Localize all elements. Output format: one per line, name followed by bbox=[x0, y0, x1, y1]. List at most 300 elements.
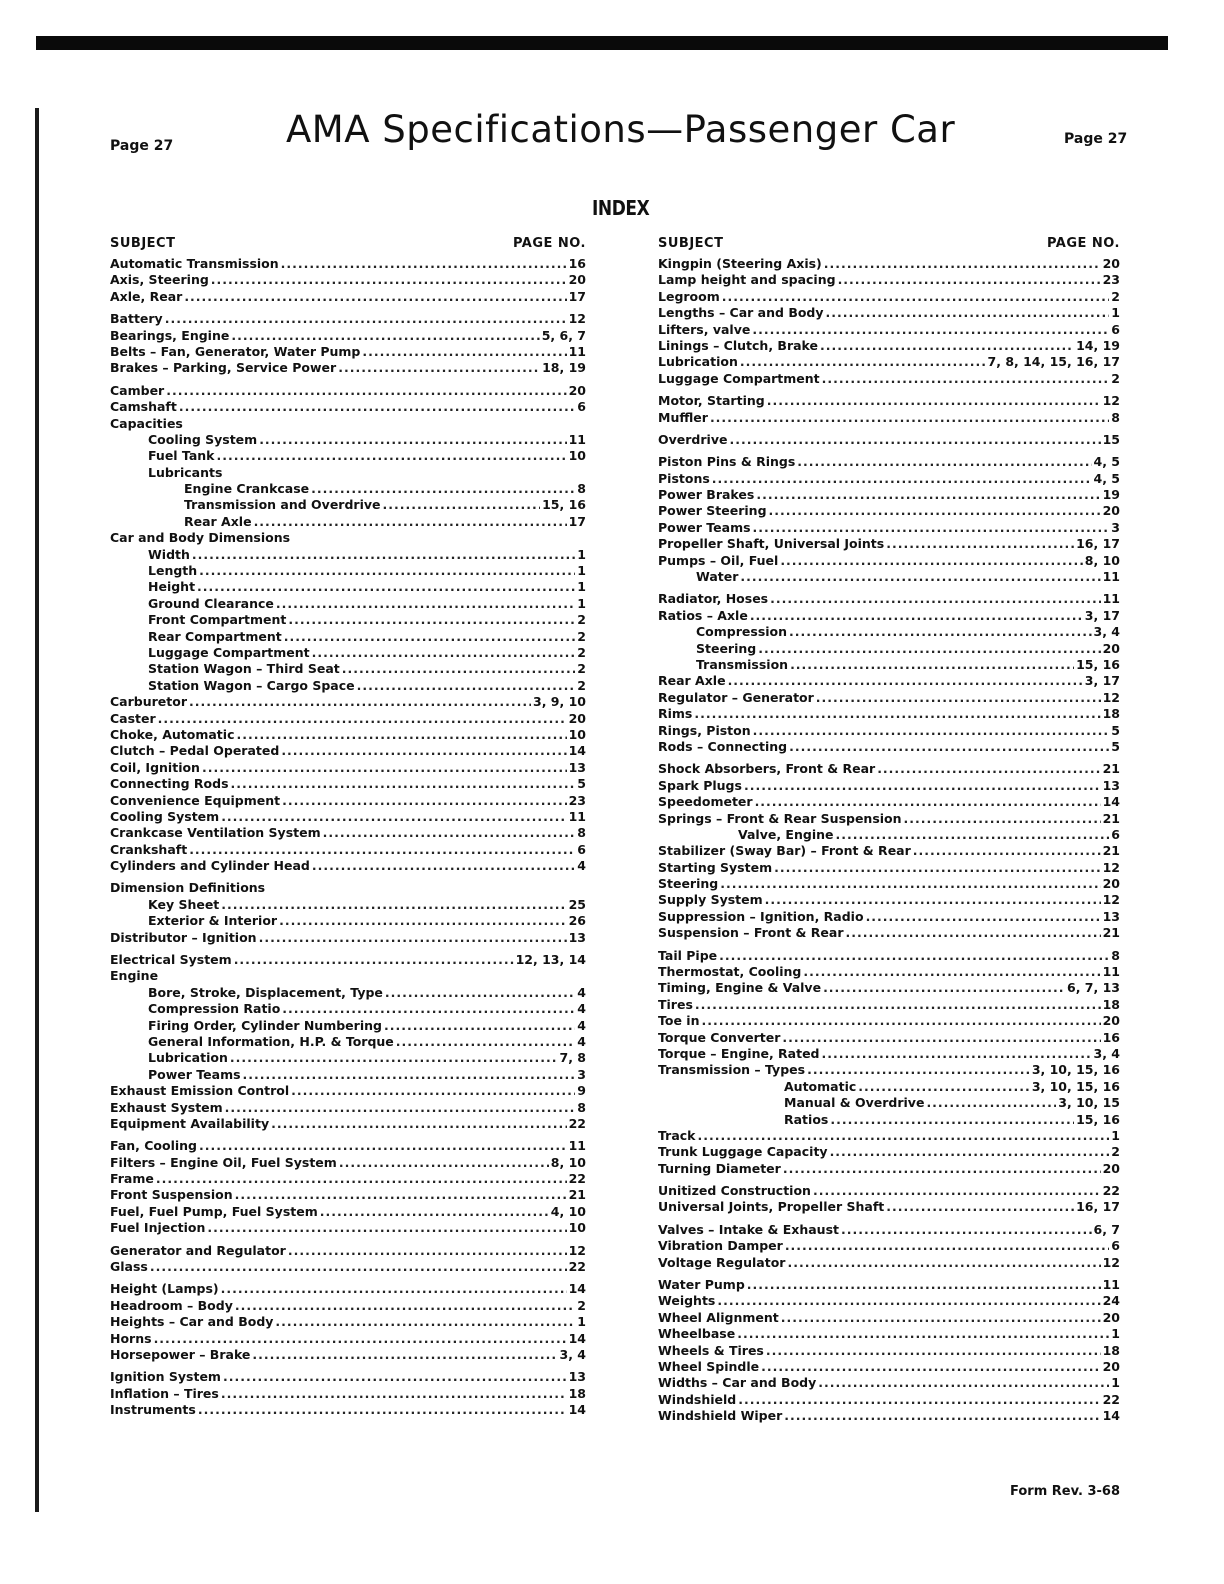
dot-leader bbox=[385, 985, 575, 1001]
index-entry-page: 14 bbox=[1102, 1408, 1120, 1424]
index-entry bbox=[658, 289, 1120, 305]
subject-label: SUBJECT bbox=[658, 236, 724, 251]
index-entry-page: 21 bbox=[1102, 810, 1120, 826]
column-header-left bbox=[110, 236, 586, 256]
index-column-right bbox=[658, 236, 1120, 1425]
dot-leader bbox=[767, 393, 1101, 409]
index-entry bbox=[110, 952, 586, 968]
index-entry-subject: Generator and Regulator bbox=[110, 1242, 286, 1258]
index-entry bbox=[110, 416, 586, 432]
dot-leader bbox=[784, 1408, 1100, 1424]
index-entry-page: 2 bbox=[577, 1297, 586, 1313]
index-entry bbox=[110, 913, 586, 929]
index-entry-subject: Electrical System bbox=[110, 952, 232, 968]
index-entry bbox=[110, 1298, 586, 1314]
dot-leader bbox=[838, 272, 1101, 288]
index-entry-subject: Rear Compartment bbox=[148, 628, 282, 644]
index-entry-subject: Axis, Steering bbox=[110, 272, 209, 288]
index-entry bbox=[658, 432, 1120, 448]
index-entry bbox=[110, 1171, 586, 1187]
dot-leader bbox=[826, 305, 1110, 321]
index-entry-page: 18 bbox=[568, 1385, 586, 1401]
index-entry bbox=[110, 344, 586, 360]
dot-leader bbox=[288, 1243, 567, 1259]
index-entry-subject: Water Pump bbox=[658, 1277, 745, 1293]
index-entry-subject: Power Brakes bbox=[658, 487, 755, 503]
dot-leader bbox=[312, 858, 575, 874]
index-entry bbox=[658, 1222, 1120, 1238]
dot-leader bbox=[342, 661, 576, 677]
index-entry-subject: Stabilizer (Sway Bar) – Front & Rear bbox=[658, 843, 911, 859]
index-entry-page: 14, 19 bbox=[1076, 337, 1120, 353]
dot-leader bbox=[271, 1116, 567, 1132]
index-entry bbox=[658, 354, 1120, 370]
index-entry-subject: Manual & Overdrive bbox=[784, 1095, 925, 1111]
dot-leader bbox=[766, 1343, 1101, 1359]
page-no-label: PAGE NO. bbox=[512, 236, 586, 251]
dot-leader bbox=[744, 778, 1101, 794]
index-entry-subject: Legroom bbox=[658, 288, 720, 304]
index-entry-page: 7, 8, 14, 15, 16, 17 bbox=[987, 354, 1120, 370]
index-entry-page: 21 bbox=[1102, 925, 1120, 941]
index-entry-page: 12 bbox=[1102, 1254, 1120, 1270]
dot-leader bbox=[785, 1238, 1109, 1254]
dot-leader bbox=[243, 1067, 576, 1083]
index-entry-subject: Valves – Intake & Exhaust bbox=[658, 1221, 839, 1237]
dot-leader bbox=[357, 678, 576, 694]
index-entry-page: 6, 7 bbox=[1093, 1221, 1120, 1237]
index-entry bbox=[110, 1386, 586, 1402]
index-entry bbox=[658, 338, 1120, 354]
index-entry-subject: Cooling System bbox=[110, 808, 220, 824]
index-entry-subject: Cooling System bbox=[148, 431, 258, 447]
index-entry-page: 11 bbox=[1102, 964, 1120, 980]
index-entry bbox=[658, 471, 1120, 487]
index-entry-subject: Tail Pipe bbox=[658, 947, 718, 963]
index-entry-subject: Supply System bbox=[658, 892, 763, 908]
dot-leader bbox=[750, 608, 1083, 624]
index-entry-page: 12 bbox=[1102, 689, 1120, 705]
index-entry bbox=[658, 536, 1120, 552]
dot-leader bbox=[282, 1001, 575, 1017]
index-entry bbox=[658, 1013, 1120, 1029]
index-entry bbox=[110, 743, 586, 759]
index-entry-subject: Connecting Rods bbox=[110, 776, 229, 792]
index-entry-subject: Coil, Ignition bbox=[110, 759, 200, 775]
index-entry-page: 11 bbox=[568, 1138, 586, 1154]
index-entry-page: 1 bbox=[577, 579, 586, 595]
dot-leader bbox=[323, 825, 576, 841]
index-entry-page: 21 bbox=[1102, 843, 1120, 859]
dot-leader bbox=[720, 876, 1100, 892]
index-entry-subject: Station Wagon – Cargo Space bbox=[148, 677, 355, 693]
index-entry bbox=[110, 1243, 586, 1259]
dot-leader bbox=[282, 793, 567, 809]
dot-leader bbox=[783, 1161, 1101, 1177]
index-entry-page: 3 bbox=[577, 1066, 586, 1082]
dot-leader bbox=[761, 1359, 1100, 1375]
index-entry-subject: Water bbox=[696, 569, 739, 585]
index-entry bbox=[110, 629, 586, 645]
index-entry bbox=[110, 481, 586, 497]
dot-leader bbox=[189, 694, 531, 710]
index-entry-subject: Belts – Fan, Generator, Water Pump bbox=[110, 343, 361, 359]
dot-leader bbox=[235, 1298, 575, 1314]
index-entry-page: 24 bbox=[1102, 1293, 1120, 1309]
index-entry-subject: Front Suspension bbox=[110, 1187, 233, 1203]
index-entry-page: 1 bbox=[577, 546, 586, 562]
dot-leader bbox=[835, 827, 1109, 843]
dot-leader bbox=[197, 579, 575, 595]
index-entry-subject: Turning Diameter bbox=[658, 1160, 781, 1176]
index-entry-page: 8 bbox=[577, 825, 586, 841]
dot-leader bbox=[818, 1375, 1109, 1391]
dot-leader bbox=[199, 1138, 567, 1154]
index-entry bbox=[110, 645, 586, 661]
index-entry bbox=[658, 371, 1120, 387]
index-entry-subject: Rear Axle bbox=[184, 513, 252, 529]
index-entry-page: 4 bbox=[577, 1001, 586, 1017]
index-entry-page: 8, 10 bbox=[1084, 552, 1120, 568]
form-revision: Form Rev. 3-68 bbox=[1010, 1484, 1121, 1499]
index-entry bbox=[658, 1392, 1120, 1408]
index-entry-subject: Power Teams bbox=[148, 1066, 241, 1082]
index-entry bbox=[110, 612, 586, 628]
index-entry-page: 8 bbox=[1111, 409, 1120, 425]
page-number-right: Page 27 bbox=[1064, 131, 1128, 147]
subject-label: SUBJECT bbox=[110, 236, 176, 251]
index-entry bbox=[658, 1128, 1120, 1144]
index-entry-subject: Valve, Engine bbox=[738, 826, 834, 842]
dot-leader bbox=[755, 794, 1101, 810]
index-entry-subject: Propeller Shaft, Universal Joints bbox=[658, 536, 885, 552]
index-entry-subject: Tires bbox=[658, 996, 693, 1012]
dot-leader bbox=[275, 1314, 575, 1330]
index-entry bbox=[110, 1100, 586, 1116]
index-entry-subject: Muffler bbox=[658, 409, 708, 425]
index-entry-subject: Axle, Rear bbox=[110, 288, 183, 304]
index-entry bbox=[658, 1310, 1120, 1326]
dot-leader bbox=[396, 1034, 576, 1050]
index-entry bbox=[110, 1155, 586, 1171]
index-entry-page: 3, 17 bbox=[1084, 673, 1120, 689]
index-entry-page: 18 bbox=[1102, 706, 1120, 722]
index-entry bbox=[658, 487, 1120, 503]
index-entry bbox=[110, 432, 586, 448]
index-entry-page: 3, 4 bbox=[1093, 1045, 1120, 1061]
dot-leader bbox=[231, 776, 576, 792]
index-entry-page: 20 bbox=[1102, 1160, 1120, 1176]
dot-leader bbox=[362, 344, 566, 360]
index-entry-page: 5 bbox=[1111, 722, 1120, 738]
index-entry bbox=[110, 514, 586, 530]
index-entry bbox=[110, 1067, 586, 1083]
index-entry-subject: Fan, Cooling bbox=[110, 1138, 198, 1154]
index-entry bbox=[110, 1402, 586, 1418]
index-entry-subject: Wheelbase bbox=[658, 1326, 736, 1342]
index-entry-page: 22 bbox=[568, 1259, 586, 1275]
index-entry-page: 11 bbox=[568, 431, 586, 447]
index-entry-subject: Height bbox=[148, 579, 196, 595]
index-entry-subject: Lamp height and spacing bbox=[658, 272, 836, 288]
index-entry bbox=[110, 760, 586, 776]
index-entry bbox=[658, 1183, 1120, 1199]
index-entry bbox=[658, 410, 1120, 426]
index-entry-page: 1 bbox=[1111, 1127, 1120, 1143]
index-entry-subject: Dimension Definitions bbox=[110, 880, 266, 896]
index-entry-page: 25 bbox=[568, 896, 586, 912]
index-entry-page: 14 bbox=[568, 1402, 586, 1418]
index-entry bbox=[110, 1331, 586, 1347]
dot-leader bbox=[787, 1255, 1100, 1271]
index-entry bbox=[658, 454, 1120, 470]
dot-leader bbox=[291, 1083, 575, 1099]
page-no-label: PAGE NO. bbox=[1046, 236, 1120, 251]
dot-leader bbox=[207, 1220, 566, 1236]
index-entry-subject: Lifters, valve bbox=[658, 321, 751, 337]
dot-leader bbox=[740, 354, 986, 370]
index-entry-subject: General Information, H.P. & Torque bbox=[148, 1033, 394, 1049]
index-entry bbox=[110, 985, 586, 1001]
dot-leader bbox=[769, 503, 1101, 519]
index-entry-page: 6 bbox=[1111, 1238, 1120, 1254]
index-entry-page: 6 bbox=[577, 399, 586, 415]
index-entry bbox=[110, 579, 586, 595]
index-entry bbox=[658, 322, 1120, 338]
index-entry bbox=[110, 1204, 586, 1220]
index-entry bbox=[110, 776, 586, 792]
index-entry-page: 3, 10, 15, 16 bbox=[1031, 1078, 1120, 1094]
dot-leader bbox=[230, 1050, 558, 1066]
index-entry bbox=[658, 1062, 1120, 1078]
index-entry bbox=[658, 761, 1120, 777]
index-entry bbox=[110, 563, 586, 579]
index-entry-subject: Brakes – Parking, Service Power bbox=[110, 360, 337, 376]
index-entry bbox=[658, 673, 1120, 689]
index-entry bbox=[658, 1277, 1120, 1293]
dot-leader bbox=[753, 520, 1110, 536]
index-entry-page: 1 bbox=[1111, 305, 1120, 321]
index-entry-page: 20 bbox=[568, 382, 586, 398]
index-entry bbox=[658, 624, 1120, 640]
index-entry bbox=[658, 1095, 1120, 1111]
index-entry-page: 23 bbox=[568, 792, 586, 808]
index-entry-page: 10 bbox=[568, 1220, 586, 1236]
index-entry-subject: Torque – Engine, Rated bbox=[658, 1045, 820, 1061]
dot-leader bbox=[823, 980, 1065, 996]
index-entry bbox=[110, 1001, 586, 1017]
index-entry bbox=[658, 706, 1120, 722]
index-entry bbox=[658, 608, 1120, 624]
dot-leader bbox=[225, 1100, 576, 1116]
index-entry-subject: Carburetor bbox=[110, 694, 187, 710]
index-entry bbox=[658, 794, 1120, 810]
dot-leader bbox=[165, 311, 567, 327]
dot-leader bbox=[221, 1386, 567, 1402]
index-entry-page: 20 bbox=[1102, 640, 1120, 656]
index-entry-subject: Ratios bbox=[784, 1111, 829, 1127]
index-entry bbox=[110, 1116, 586, 1132]
index-entry-subject: Glass bbox=[110, 1259, 148, 1275]
index-entry-page: 22 bbox=[568, 1115, 586, 1131]
index-entry-page: 5 bbox=[577, 776, 586, 792]
index-entry-page: 10 bbox=[568, 726, 586, 742]
index-entry-subject: Exhaust System bbox=[110, 1099, 223, 1115]
index-entry bbox=[110, 694, 586, 710]
top-black-bar bbox=[36, 36, 1168, 50]
index-entry-page: 17 bbox=[568, 513, 586, 529]
dot-leader bbox=[886, 1199, 1074, 1215]
index-entry-subject: Firing Order, Cylinder Numbering bbox=[148, 1017, 382, 1033]
index-entry bbox=[110, 825, 586, 841]
index-entry-page: 23 bbox=[1102, 272, 1120, 288]
index-entry-subject: Camshaft bbox=[110, 399, 177, 415]
column-header-right bbox=[658, 236, 1120, 256]
index-entry-subject: Ratios – Axle bbox=[658, 607, 748, 623]
dot-leader bbox=[281, 743, 566, 759]
index-entry bbox=[658, 860, 1120, 876]
index-entry-page: 11 bbox=[1102, 1277, 1120, 1293]
index-entry-subject: Clutch – Pedal Operated bbox=[110, 743, 280, 759]
index-entry-subject: Shock Absorbers, Front & Rear bbox=[658, 761, 876, 777]
dot-leader bbox=[384, 1018, 575, 1034]
index-entry-subject: Distributor – Ignition bbox=[110, 929, 257, 945]
index-entry bbox=[110, 547, 586, 563]
index-entry-subject: Linings – Clutch, Brake bbox=[658, 337, 818, 353]
index-entry-page: 13 bbox=[568, 929, 586, 945]
index-entry-page: 3, 10, 15, 16 bbox=[1031, 1062, 1120, 1078]
index-entry-subject: Automatic Transmission bbox=[110, 256, 279, 271]
dot-leader bbox=[813, 1183, 1101, 1199]
index-entry bbox=[110, 1347, 586, 1363]
index-entry-subject: Bearings, Engine bbox=[110, 327, 230, 343]
dot-leader bbox=[877, 761, 1100, 777]
index-entry bbox=[110, 311, 586, 327]
index-entry-subject: Widths – Car and Body bbox=[658, 1375, 817, 1391]
dot-leader bbox=[824, 256, 1101, 272]
dot-leader bbox=[179, 399, 575, 415]
index-entry bbox=[110, 858, 586, 874]
dot-leader bbox=[756, 487, 1100, 503]
index-entry-page: 6 bbox=[1111, 826, 1120, 842]
index-entry bbox=[658, 925, 1120, 941]
index-entry-subject: Filters – Engine Oil, Fuel System bbox=[110, 1154, 337, 1170]
index-entry bbox=[110, 465, 586, 481]
dot-leader bbox=[320, 1204, 549, 1220]
index-entry-subject: Unitized Construction bbox=[658, 1183, 811, 1199]
index-entry-subject: Toe in bbox=[658, 1013, 700, 1029]
index-entry bbox=[658, 1112, 1120, 1128]
index-entry-subject: Kingpin (Steering Axis) bbox=[658, 256, 822, 271]
index-entry-page: 6, 7, 13 bbox=[1067, 980, 1120, 996]
index-entry-subject: Windshield bbox=[658, 1391, 737, 1407]
index-entry-subject: Rear Axle bbox=[658, 673, 726, 689]
index-entry-subject: Universal Joints, Propeller Shaft bbox=[658, 1199, 885, 1215]
index-entry-page: 22 bbox=[1102, 1391, 1120, 1407]
index-entry-page: 11 bbox=[568, 343, 586, 359]
index-entry bbox=[110, 399, 586, 415]
index-entry-page: 14 bbox=[568, 1281, 586, 1297]
index-entry bbox=[658, 272, 1120, 288]
index-entry-subject: Automatic bbox=[784, 1078, 857, 1094]
index-entry-subject: Speedometer bbox=[658, 794, 753, 810]
index-entry bbox=[658, 553, 1120, 569]
index-entry-page: 16 bbox=[568, 256, 586, 271]
dot-leader bbox=[758, 641, 1100, 657]
dot-leader bbox=[753, 723, 1110, 739]
dot-leader bbox=[235, 1187, 567, 1203]
index-entry bbox=[110, 1034, 586, 1050]
dot-leader bbox=[279, 913, 567, 929]
index-entry bbox=[658, 892, 1120, 908]
index-entry-page: 20 bbox=[1102, 876, 1120, 892]
index-entry bbox=[110, 383, 586, 399]
index-entry-page: 12 bbox=[1102, 393, 1120, 409]
index-entry bbox=[658, 964, 1120, 980]
index-entry-page: 2 bbox=[1111, 288, 1120, 304]
index-entry-subject: Ignition System bbox=[110, 1369, 221, 1385]
index-entry bbox=[110, 1220, 586, 1236]
index-entry-page: 4 bbox=[577, 1017, 586, 1033]
dot-leader bbox=[154, 1331, 567, 1347]
dot-leader bbox=[789, 624, 1091, 640]
index-entry-subject: Weights bbox=[658, 1293, 716, 1309]
index-entry-subject: Compression bbox=[696, 624, 788, 640]
index-entry-subject: Pumps – Oil, Fuel bbox=[658, 552, 779, 568]
dot-leader bbox=[803, 964, 1100, 980]
index-entry-page: 15 bbox=[1102, 431, 1120, 447]
dot-leader bbox=[830, 1144, 1110, 1160]
index-entry bbox=[110, 968, 586, 984]
index-entry bbox=[110, 360, 586, 376]
index-entry-page: 2 bbox=[1111, 370, 1120, 386]
index-entry bbox=[658, 948, 1120, 964]
index-entry-page: 3, 9, 10 bbox=[533, 694, 586, 710]
index-entry-subject: Transmission and Overdrive bbox=[184, 497, 381, 513]
dot-leader bbox=[382, 497, 540, 513]
index-entry bbox=[110, 809, 586, 825]
index-entry-subject: Steering bbox=[696, 640, 757, 656]
index-entry bbox=[110, 1314, 586, 1330]
dot-leader bbox=[781, 1310, 1101, 1326]
index-entry-page: 20 bbox=[568, 710, 586, 726]
index-entry-subject: Headroom – Body bbox=[110, 1297, 233, 1313]
index-entry-subject: Suspension – Front & Rear bbox=[658, 925, 844, 941]
index-entry-page: 13 bbox=[568, 1369, 586, 1385]
index-entry bbox=[658, 305, 1120, 321]
index-entry-page: 11 bbox=[1102, 569, 1120, 585]
index-entry-subject: Front Compartment bbox=[148, 612, 287, 628]
dot-leader bbox=[816, 690, 1101, 706]
index-entry bbox=[658, 503, 1120, 519]
dot-leader bbox=[189, 842, 575, 858]
index-entry-page: 2 bbox=[1111, 1144, 1120, 1160]
index-entry-subject: Regulator – Generator bbox=[658, 689, 814, 705]
index-entry-page: 16 bbox=[1102, 1029, 1120, 1045]
index-entry bbox=[110, 1018, 586, 1034]
index-entry-subject: Wheels & Tires bbox=[658, 1342, 764, 1358]
index-entry-subject: Suppression – Ignition, Radio bbox=[658, 908, 864, 924]
index-entry-subject: Wheel Spindle bbox=[658, 1359, 760, 1374]
index-entry bbox=[658, 569, 1120, 585]
index-entry bbox=[110, 328, 586, 344]
index-entry-subject: Transmission bbox=[696, 656, 789, 672]
index-entry bbox=[658, 657, 1120, 673]
index-entry-subject: Inflation – Tires bbox=[110, 1385, 219, 1401]
index-entry-page: 21 bbox=[1102, 761, 1120, 777]
index-entry-page: 11 bbox=[1102, 591, 1120, 607]
index-entry-subject: Overdrive bbox=[658, 431, 728, 447]
